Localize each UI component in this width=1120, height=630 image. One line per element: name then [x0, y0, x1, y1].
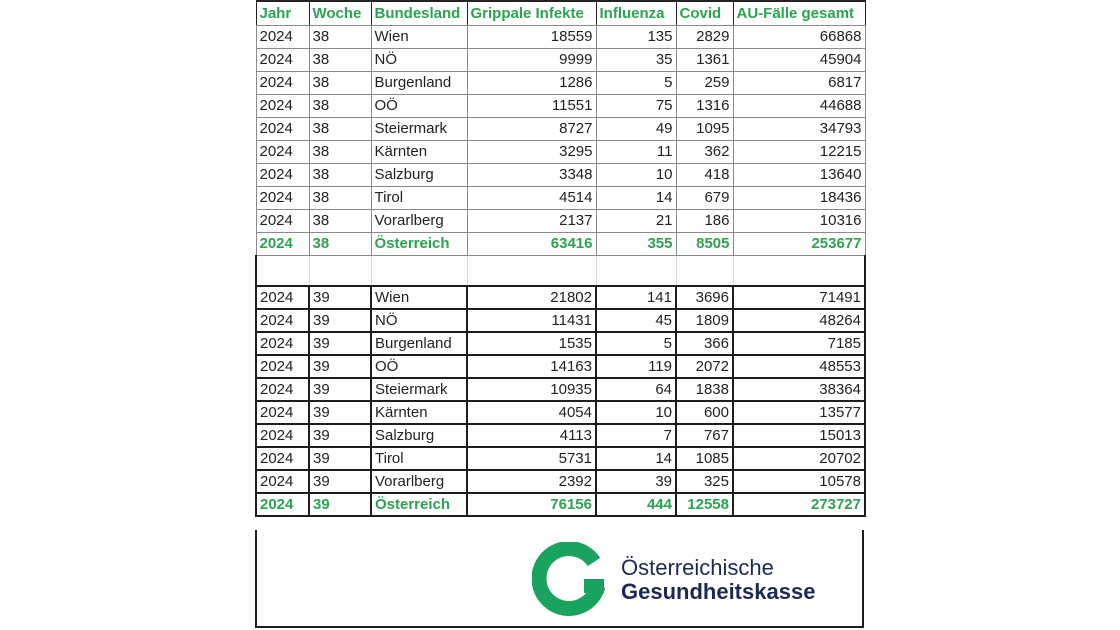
cell-covid: 1316 — [676, 94, 733, 117]
cell-grippale-infekte: 1286 — [467, 71, 596, 94]
cell-covid: 362 — [676, 140, 733, 163]
total-row — [256, 232, 865, 255]
cell-bundesland: Wien — [371, 286, 467, 309]
table-row — [256, 378, 865, 401]
cell-influenza: 49 — [596, 117, 676, 140]
col-header-au-faelle: AU-Fälle gesamt — [733, 1, 865, 25]
cell-grippale-infekte: 3348 — [467, 163, 596, 186]
cell-covid: 418 — [676, 163, 733, 186]
cell-covid: 325 — [676, 470, 733, 493]
cell-covid: 259 — [676, 71, 733, 94]
cell-influenza: 119 — [596, 355, 676, 378]
cell-influenza: 14 — [596, 186, 676, 209]
cell-covid: 3696 — [676, 286, 733, 309]
cell-bundesland: Vorarlberg — [371, 470, 467, 493]
cell-jahr: 2024 — [256, 163, 309, 186]
cell-covid: 600 — [676, 401, 733, 424]
cell-au-faelle: 38364 — [733, 378, 865, 401]
cell-influenza: 10 — [596, 401, 676, 424]
cell-influenza: 21 — [596, 209, 676, 232]
cell-jahr: 2024 — [256, 286, 309, 309]
cell-au-faelle: 10316 — [733, 209, 865, 232]
cell-bundesland: Burgenland — [371, 71, 467, 94]
cell-woche: 38 — [309, 71, 371, 94]
cell-au-faelle: 18436 — [733, 186, 865, 209]
cell-influenza: 444 — [596, 493, 676, 516]
cell-covid: 1838 — [676, 378, 733, 401]
cell-influenza: 35 — [596, 48, 676, 71]
cell-jahr: 2024 — [256, 25, 309, 48]
cell-bundesland: OÖ — [371, 94, 467, 117]
cell-influenza: 355 — [596, 232, 676, 255]
cell-woche: 39 — [309, 447, 371, 470]
cell-woche: 39 — [309, 309, 371, 332]
cell-influenza: 11 — [596, 140, 676, 163]
logo-line-1: Österreichische — [621, 555, 774, 580]
cell-jahr: 2024 — [256, 140, 309, 163]
cell-jahr: 2024 — [256, 186, 309, 209]
cell-woche: 39 — [309, 424, 371, 447]
cell-au-faelle: 253677 — [733, 232, 865, 255]
cell-covid: 679 — [676, 186, 733, 209]
table-row — [256, 186, 865, 209]
cell-influenza: 141 — [596, 286, 676, 309]
cell-jahr: 2024 — [256, 232, 309, 255]
col-header-jahr: Jahr — [256, 1, 309, 25]
table-row — [256, 209, 865, 232]
cell-woche: 39 — [309, 470, 371, 493]
cell-jahr: 2024 — [256, 94, 309, 117]
cell-bundesland: Wien — [371, 25, 467, 48]
cell-influenza: 5 — [596, 332, 676, 355]
cell-woche: 38 — [309, 94, 371, 117]
cell-grippale-infekte: 11431 — [467, 309, 596, 332]
cell-woche: 39 — [309, 493, 371, 516]
cell-au-faelle: 273727 — [733, 493, 865, 516]
cell-bundesland: Tirol — [371, 447, 467, 470]
table-row — [256, 140, 865, 163]
cell-woche: 38 — [309, 140, 371, 163]
table-row — [256, 355, 865, 378]
cell-influenza: 14 — [596, 447, 676, 470]
cell-jahr: 2024 — [256, 401, 309, 424]
cell-bundesland: Salzburg — [371, 163, 467, 186]
header-row — [256, 1, 865, 25]
cell-covid: 8505 — [676, 232, 733, 255]
cell-jahr: 2024 — [256, 309, 309, 332]
cell-au-faelle: 15013 — [733, 424, 865, 447]
spreadsheet — [255, 0, 864, 517]
cell-woche: 38 — [309, 48, 371, 71]
cell-covid: 186 — [676, 209, 733, 232]
cell-bundesland: Steiermark — [371, 117, 467, 140]
cell-grippale-infekte: 4054 — [467, 401, 596, 424]
cell-covid: 2072 — [676, 355, 733, 378]
cell-au-faelle: 71491 — [733, 286, 865, 309]
cell-covid: 1809 — [676, 309, 733, 332]
cell-au-faelle: 66868 — [733, 25, 865, 48]
cell-grippale-infekte: 11551 — [467, 94, 596, 117]
cell-influenza: 7 — [596, 424, 676, 447]
cell-grippale-infekte: 1535 — [467, 332, 596, 355]
cell-bundesland: Tirol — [371, 186, 467, 209]
cell-bundesland: Österreich — [371, 232, 467, 255]
cell-au-faelle: 48553 — [733, 355, 865, 378]
cell-au-faelle: 44688 — [733, 94, 865, 117]
cell-influenza: 64 — [596, 378, 676, 401]
cell-woche: 38 — [309, 186, 371, 209]
cell-covid: 2829 — [676, 25, 733, 48]
cell-jahr: 2024 — [256, 447, 309, 470]
cell-woche: 39 — [309, 355, 371, 378]
table-row — [256, 424, 865, 447]
cell-grippale-infekte: 18559 — [467, 25, 596, 48]
cell-covid: 366 — [676, 332, 733, 355]
logo-wordmark — [621, 556, 815, 604]
table-row — [256, 163, 865, 186]
table-week-39 — [255, 285, 866, 517]
col-header-bundesland: Bundesland — [371, 1, 467, 25]
cell-grippale-infekte: 2392 — [467, 470, 596, 493]
col-header-grippale-infekte: Grippale Infekte — [467, 1, 596, 25]
cell-covid: 1085 — [676, 447, 733, 470]
cell-bundesland: Salzburg — [371, 424, 467, 447]
table-row — [256, 71, 865, 94]
cell-covid: 1095 — [676, 117, 733, 140]
cell-bundesland: NÖ — [371, 309, 467, 332]
cell-jahr: 2024 — [256, 470, 309, 493]
spacer-row — [256, 255, 865, 285]
table-week-38 — [255, 0, 866, 285]
cell-grippale-infekte: 4514 — [467, 186, 596, 209]
table-row — [256, 48, 865, 71]
cell-jahr: 2024 — [256, 493, 309, 516]
logo-line-2: Gesundheitskasse — [621, 579, 816, 604]
total-row — [256, 493, 865, 516]
cell-au-faelle: 34793 — [733, 117, 865, 140]
cell-grippale-infekte: 14163 — [467, 355, 596, 378]
cell-au-faelle: 20702 — [733, 447, 865, 470]
table-row — [256, 470, 865, 493]
cell-woche: 38 — [309, 163, 371, 186]
cell-au-faelle: 45904 — [733, 48, 865, 71]
logo-area — [255, 530, 864, 628]
cell-woche: 39 — [309, 286, 371, 309]
cell-jahr: 2024 — [256, 209, 309, 232]
cell-au-faelle: 13577 — [733, 401, 865, 424]
cell-bundesland: Österreich — [371, 493, 467, 516]
cell-grippale-infekte: 8727 — [467, 117, 596, 140]
cell-influenza: 45 — [596, 309, 676, 332]
cell-bundesland: Steiermark — [371, 378, 467, 401]
cell-influenza: 10 — [596, 163, 676, 186]
table-row — [256, 401, 865, 424]
table-row — [256, 286, 865, 309]
cell-bundesland: OÖ — [371, 355, 467, 378]
cell-woche: 39 — [309, 378, 371, 401]
col-header-influenza: Influenza — [596, 1, 676, 25]
cell-grippale-infekte: 21802 — [467, 286, 596, 309]
col-header-woche: Woche — [309, 1, 371, 25]
cell-covid: 767 — [676, 424, 733, 447]
cell-influenza: 39 — [596, 470, 676, 493]
cell-woche: 38 — [309, 25, 371, 48]
cell-bundesland: Vorarlberg — [371, 209, 467, 232]
cell-grippale-infekte: 3295 — [467, 140, 596, 163]
cell-influenza: 75 — [596, 94, 676, 117]
table-row — [256, 447, 865, 470]
cell-woche: 39 — [309, 332, 371, 355]
cell-bundesland: Burgenland — [371, 332, 467, 355]
cell-influenza: 135 — [596, 25, 676, 48]
cell-au-faelle: 7185 — [733, 332, 865, 355]
cell-jahr: 2024 — [256, 332, 309, 355]
cell-grippale-infekte: 63416 — [467, 232, 596, 255]
cell-covid: 1361 — [676, 48, 733, 71]
cell-jahr: 2024 — [256, 424, 309, 447]
cell-covid: 12558 — [676, 493, 733, 516]
cell-grippale-infekte: 76156 — [467, 493, 596, 516]
cell-grippale-infekte: 10935 — [467, 378, 596, 401]
table-row — [256, 117, 865, 140]
cell-au-faelle: 6817 — [733, 71, 865, 94]
cell-grippale-infekte: 9999 — [467, 48, 596, 71]
cell-grippale-infekte: 4113 — [467, 424, 596, 447]
cell-au-faelle: 10578 — [733, 470, 865, 493]
cell-bundesland: Kärnten — [371, 140, 467, 163]
cell-woche: 38 — [309, 232, 371, 255]
cell-jahr: 2024 — [256, 378, 309, 401]
table-row — [256, 25, 865, 48]
cell-bundesland: Kärnten — [371, 401, 467, 424]
cell-influenza: 5 — [596, 71, 676, 94]
table-row — [256, 94, 865, 117]
cell-woche: 38 — [309, 117, 371, 140]
cell-au-faelle: 13640 — [733, 163, 865, 186]
cell-jahr: 2024 — [256, 71, 309, 94]
col-header-covid: Covid — [676, 1, 733, 25]
cell-grippale-infekte: 2137 — [467, 209, 596, 232]
cell-au-faelle: 12215 — [733, 140, 865, 163]
cell-grippale-infekte: 5731 — [467, 447, 596, 470]
cell-jahr: 2024 — [256, 117, 309, 140]
cell-woche: 39 — [309, 401, 371, 424]
table-row — [256, 332, 865, 355]
oegk-logo-icon — [532, 542, 608, 618]
cell-au-faelle: 48264 — [733, 309, 865, 332]
table-row — [256, 309, 865, 332]
cell-woche: 38 — [309, 209, 371, 232]
cell-jahr: 2024 — [256, 48, 309, 71]
cell-jahr: 2024 — [256, 355, 309, 378]
cell-bundesland: NÖ — [371, 48, 467, 71]
